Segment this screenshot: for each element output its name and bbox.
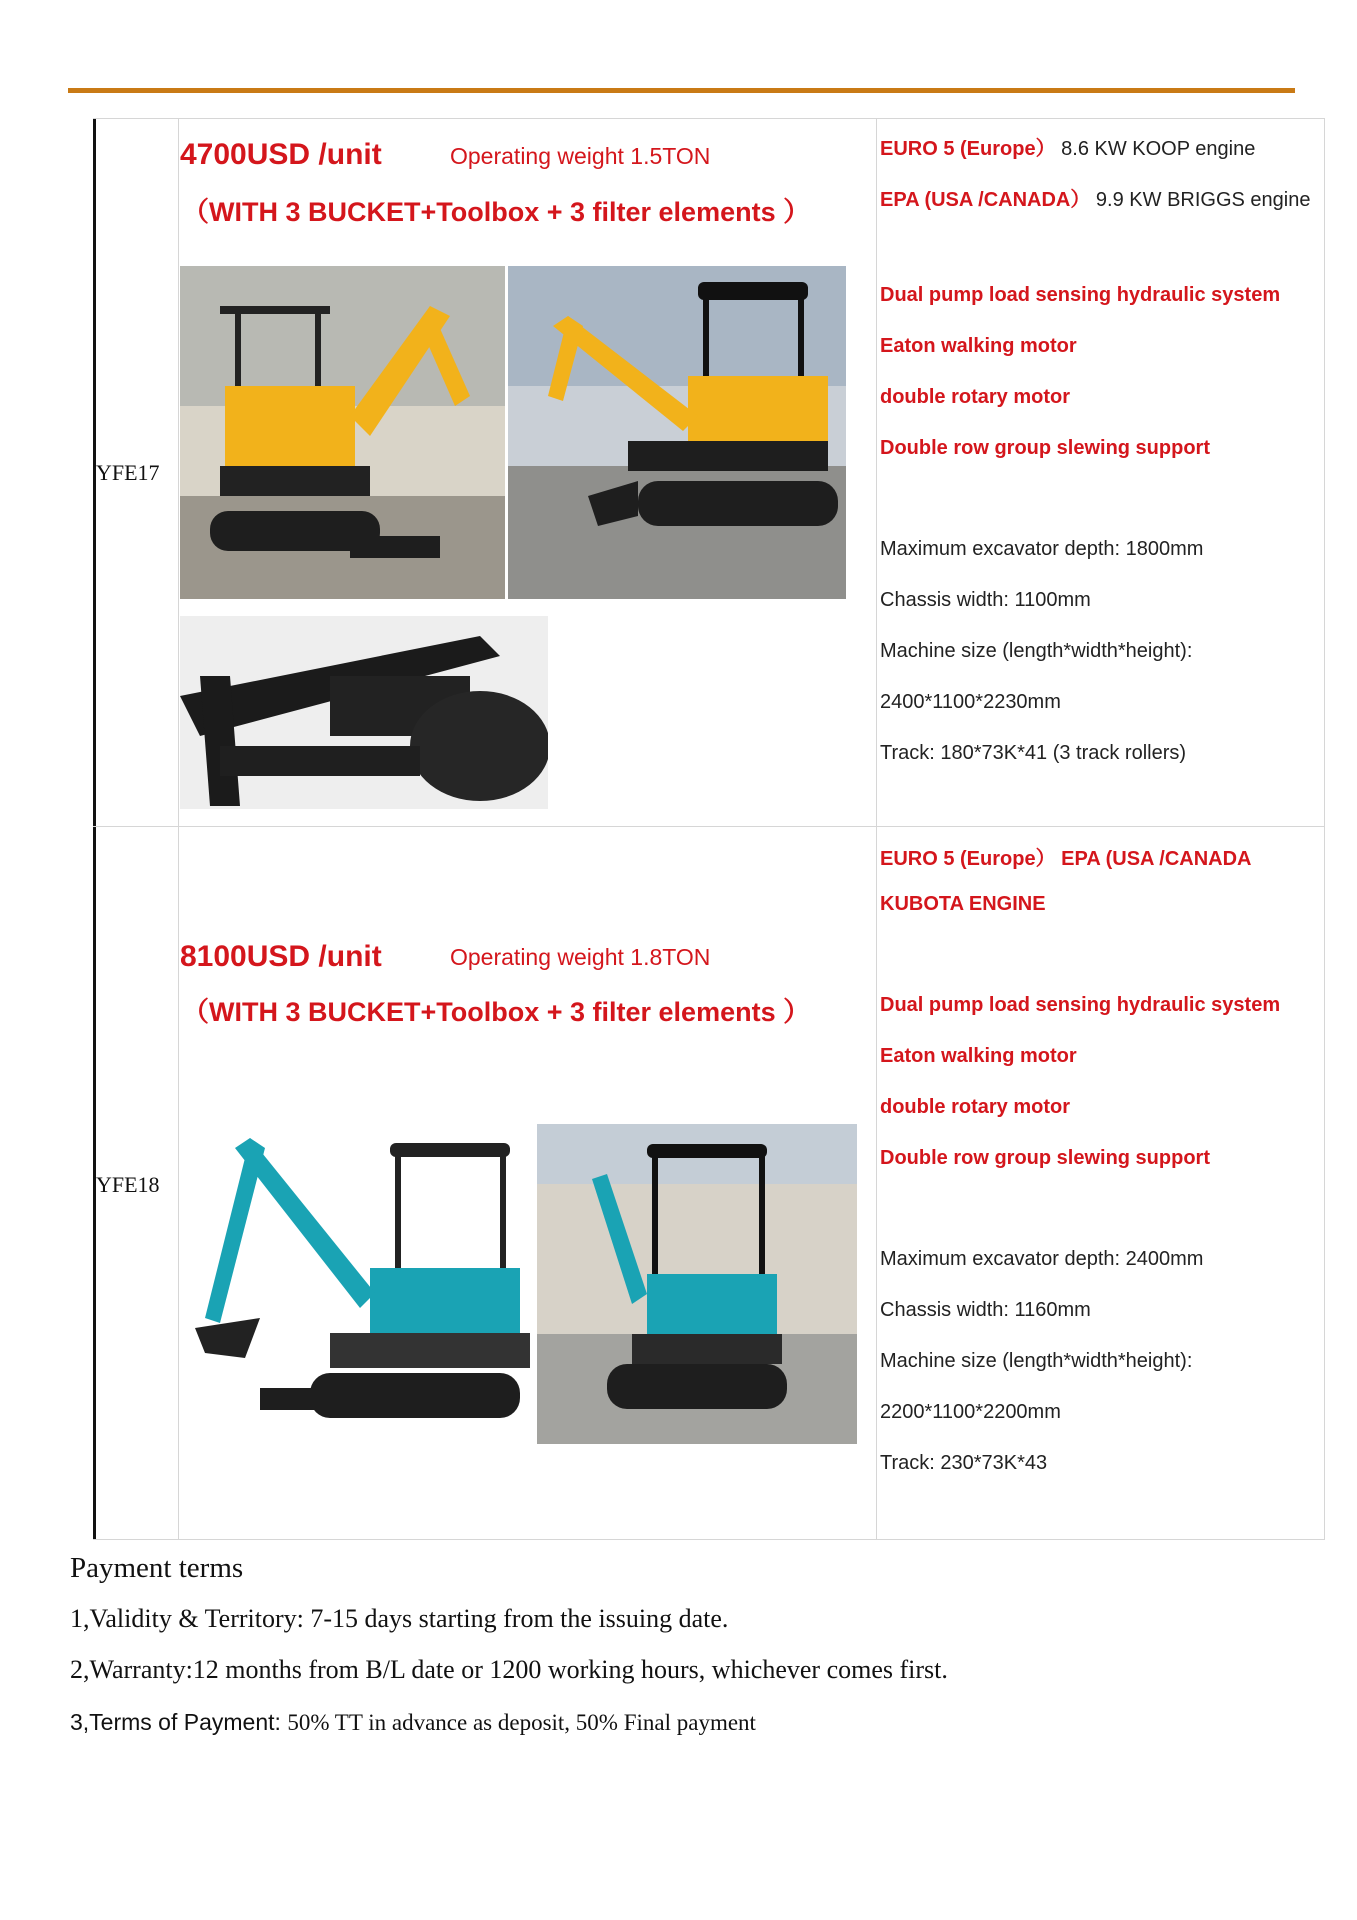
payment-term-1: 1,Validity & Territory: 7-15 days starting from the issuing date. bbox=[70, 1604, 729, 1633]
table-bottom-border bbox=[93, 1539, 1325, 1540]
spec-item: Maximum excavator depth: 2400mm bbox=[880, 1248, 1204, 1270]
engine-line-euro bbox=[880, 132, 1255, 161]
spec-item: Track: 180*73K*41 (3 track rollers) bbox=[880, 742, 1187, 764]
payment-term-3 bbox=[70, 1707, 756, 1737]
payment-terms-title: Payment terms bbox=[70, 1552, 244, 1584]
feature-item: double rotary motor bbox=[880, 386, 1071, 408]
table-col-divider-1 bbox=[178, 118, 179, 1540]
spec-item: Track: 230*73K*43 bbox=[880, 1452, 1048, 1474]
engine-detail: 8.6 KW KOOP engine bbox=[1055, 138, 1256, 160]
engine-line-brand: KUBOTA ENGINE bbox=[880, 893, 1046, 915]
spec-item: Chassis width: 1100mm bbox=[880, 589, 1091, 611]
excavator-photo-front bbox=[180, 266, 505, 599]
engine-label: EURO 5 (Europe） bbox=[880, 138, 1056, 160]
engine-detail: 9.9 KW BRIGGS engine bbox=[1090, 189, 1311, 211]
engine-line-epa bbox=[880, 183, 1310, 212]
price: 8100USD /unit bbox=[180, 940, 382, 973]
payment-term-3-value: 50% TT in advance as deposit, 50% Final payment bbox=[287, 1710, 756, 1735]
operating-weight: Operating weight 1.8TON bbox=[450, 944, 711, 970]
feature-item: Double row group slewing support bbox=[880, 1147, 1210, 1169]
spec-item: Maximum excavator depth: 1800mm bbox=[880, 538, 1204, 560]
feature-item: Dual pump load sensing hydraulic system bbox=[880, 284, 1281, 306]
table-left-border bbox=[93, 118, 96, 1540]
operating-weight: Operating weight 1.5TON bbox=[450, 143, 711, 169]
spec-item: Machine size (length*width*height): bbox=[880, 1350, 1193, 1372]
included-items: （WITH 3 BUCKET+Toolbox + 3 filter elements ） bbox=[182, 197, 811, 227]
feature-item: Eaton walking motor bbox=[880, 335, 1077, 357]
payment-term-3-label: 3,Terms of Payment: bbox=[70, 1709, 288, 1735]
table-row-divider bbox=[93, 826, 1325, 827]
table-right-border bbox=[1324, 118, 1325, 1540]
engine-label: EPA (USA /CANADA） bbox=[880, 189, 1091, 211]
table-col-divider-2 bbox=[876, 118, 877, 1540]
model-name: YFE17 bbox=[96, 460, 160, 485]
feature-item: double rotary motor bbox=[880, 1096, 1071, 1118]
spec-item: Chassis width: 1160mm bbox=[880, 1299, 1091, 1321]
chassis-photo bbox=[180, 616, 548, 809]
excavator-photo-teal-front bbox=[190, 1118, 535, 1453]
engine-line-standards: EURO 5 (Europe） EPA (USA /CANADA bbox=[880, 848, 1252, 870]
header-accent-line bbox=[68, 88, 1295, 93]
excavator-photo-teal-side bbox=[537, 1124, 857, 1444]
price: 4700USD /unit bbox=[180, 138, 382, 171]
spec-item: 2200*1100*2200mm bbox=[880, 1401, 1061, 1423]
table-top-border bbox=[93, 118, 1325, 119]
spec-item: Machine size (length*width*height): bbox=[880, 640, 1193, 662]
spec-item: 2400*1100*2230mm bbox=[880, 691, 1061, 713]
model-name: YFE18 bbox=[96, 1172, 160, 1197]
feature-item: Eaton walking motor bbox=[880, 1045, 1077, 1067]
excavator-photo-side bbox=[508, 266, 846, 599]
included-items: （WITH 3 BUCKET+Toolbox + 3 filter elements ） bbox=[182, 997, 811, 1027]
feature-item: Dual pump load sensing hydraulic system bbox=[880, 994, 1281, 1016]
payment-term-2: 2,Warranty:12 months from B/L date or 1200 working hours, whichever comes first. bbox=[70, 1655, 948, 1684]
feature-item: Double row group slewing support bbox=[880, 437, 1210, 459]
